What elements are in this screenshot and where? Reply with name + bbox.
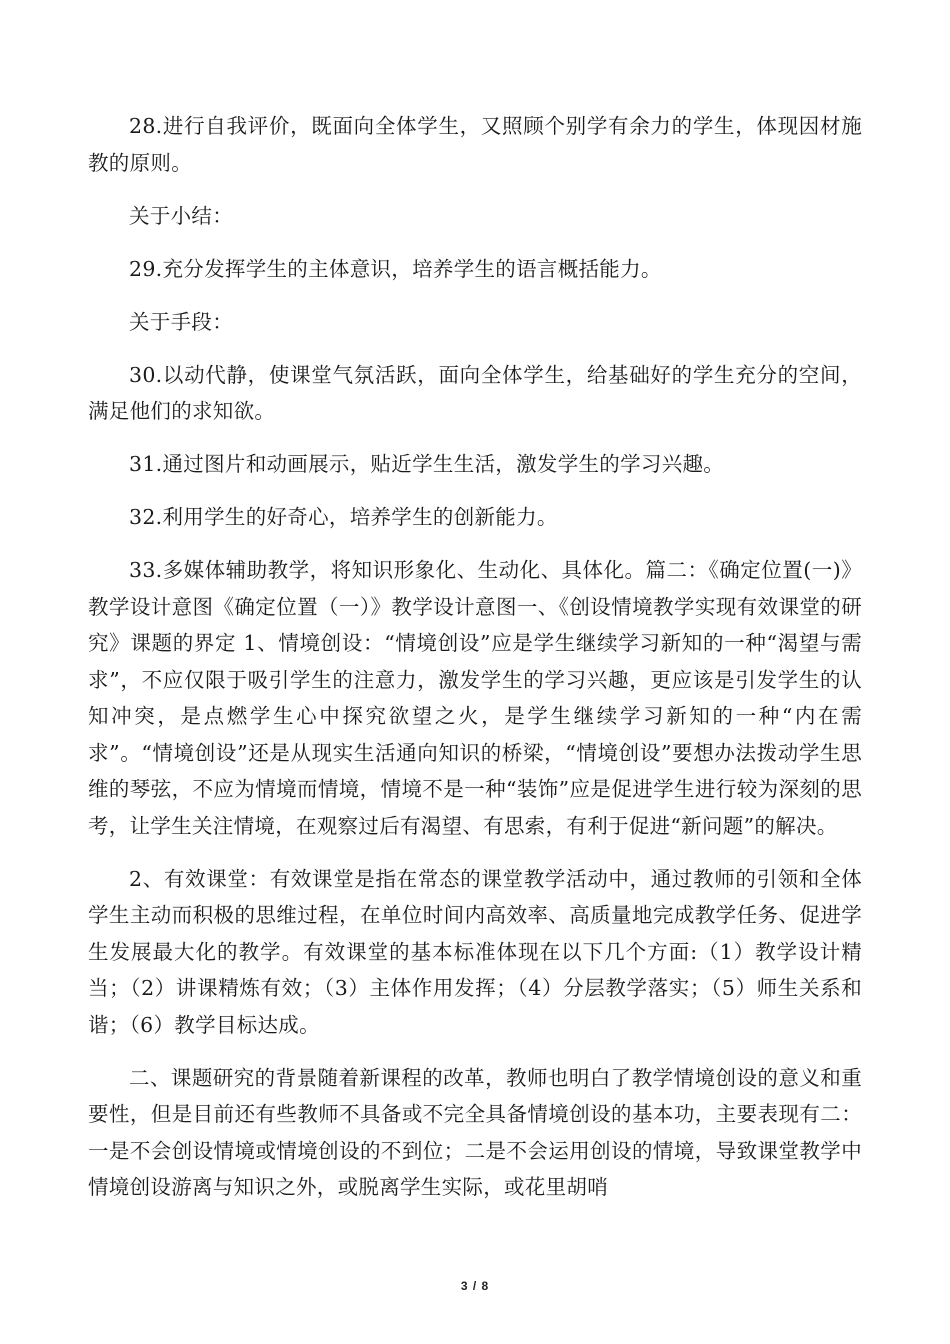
paragraph-item-30: 30.以动代静，使课堂气氛活跃，面向全体学生，给基础好的学生充分的空间，满足他们的求知欲。 (88, 362, 862, 423)
paragraph-item-28: 28.进行自我评价，既面向全体学生，又照顾个别学有余力的学生，体现因材施教的原则。 (88, 114, 862, 175)
paragraph-effective-classroom: 2、有效课堂：有效课堂是指在常态的课堂教学活动中，通过教师的引领和全体学生主动而积极的思维过程，在单位时间内高效率、高质量地完成教学任务、促进学生发展最大化的教学。有效课堂的基本标准体现在以下几个方面:（1）教学设计精当；（2）讲课精炼有效；（3）主体作用发挥；（4）分层教学落实；（5）师生关系和谐；（6）教学目标达成。 (88, 866, 862, 1037)
paragraph-research-background: 二、课题研究的背景随着新课程的改革，教师也明白了教学情境创设的意义和重要性，但是目前还有些教师不具备或不完全具备情境创设的基本功，主要表现有二：一是不会创设情境或情境创设的不到位；二是不会运用创设的情境，导致课堂教学中情境创设游离与知识之外，或脱离学生实际，或花里胡哨 (88, 1065, 862, 1199)
section-heading-summary: 关于小结： (129, 203, 233, 228)
paragraph-item-31: 31.通过图片和动画展示，贴近学生生活，激发学生的学习兴趣。 (129, 452, 725, 476)
paragraph-item-29: 29.充分发挥学生的主体意识，培养学生的语言概括能力。 (129, 256, 662, 281)
document-body (88, 108, 862, 1222)
paragraph-item-33: 33.多媒体辅助教学，将知识形象化、生动化、具体化。篇二：《确定位置(一)》教学设计意图《确定位置（一）》教学设计意图一、《创设情境教学实现有效课堂的研究》课题的界定 1、情境创设：“情境创设”应是学生继续学习新知的一种“渴望与需求”，不应仅限于吸引学生的注意力，激发学生的学习兴趣，更应该是引发学生的认知冲突，是点燃学生心中探究欲望之火，是学生继续学习新知的一种“内在需求”。“情境创设”还是从现实生活通向知识的桥梁，“情境创设”要想办法拨动学生思维的琴弦，不应为情境而情境，情境不是一种“装饰”应是促进学生进行较为深刻的思考，让学生关注情境，在观察过后有渴望、有思索，有利于促进“新问题”的解决。 (88, 558, 862, 838)
section-heading-methods: 关于手段： (129, 309, 233, 334)
page-number: 3 / 8 (460, 1279, 490, 1293)
paragraph-item-32: 32.利用学生的好奇心，培养学生的创新能力。 (129, 505, 558, 529)
